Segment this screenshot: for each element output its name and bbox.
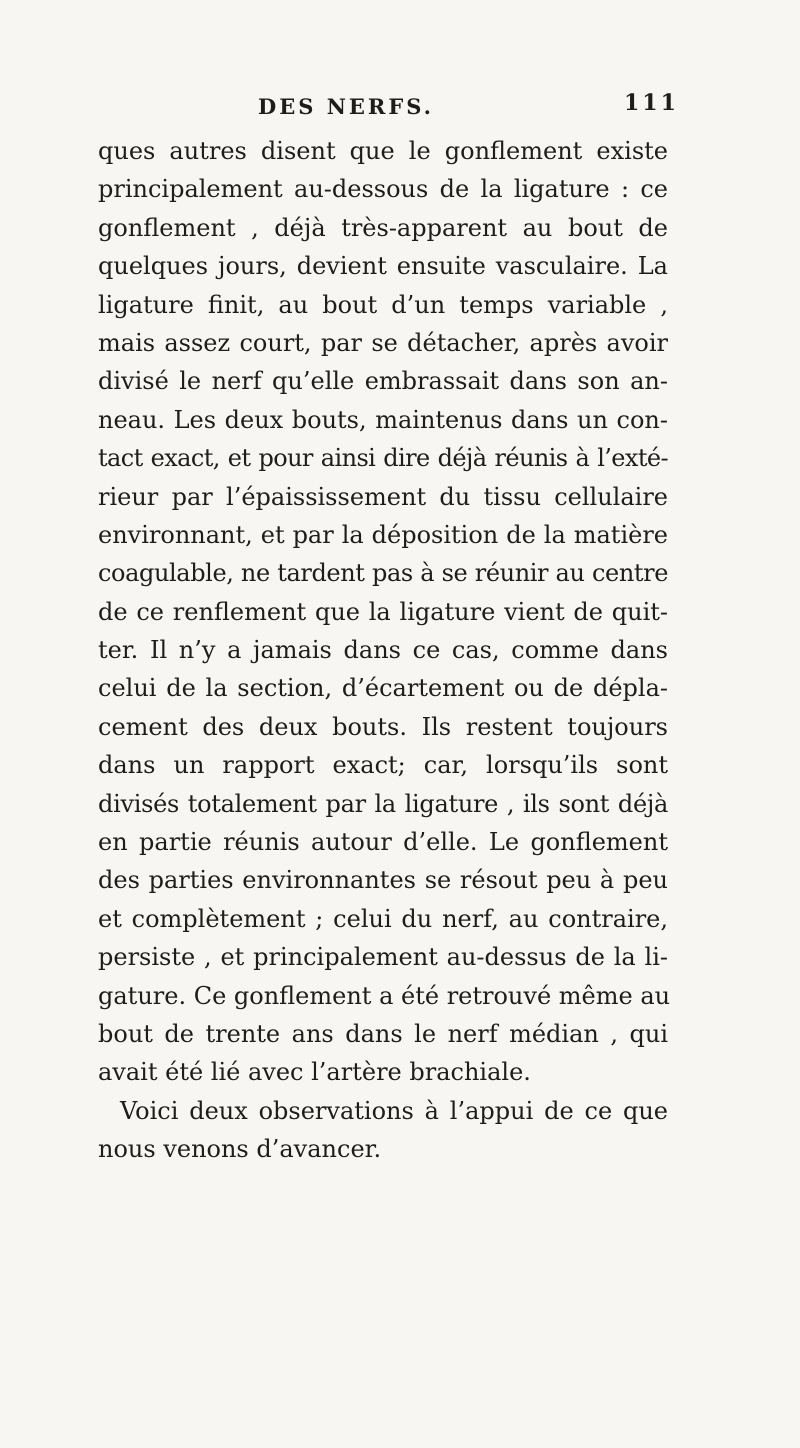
text-line: rieur par l’épaississement du tissu cellulaire <box>98 482 668 511</box>
text-line: ter. Il n’y a jamais dans ce cas, comme dans <box>98 636 668 665</box>
text-line: environnant, et par la déposition de la matière <box>98 520 668 549</box>
text-line: avait été lié avec l’artère brachiale. <box>98 1058 531 1087</box>
text-line: divisé le nerf qu’elle embrassait dans son an- <box>98 367 668 396</box>
text-line: neau. Les deux bouts, maintenus dans un con- <box>98 405 668 434</box>
text-line: gonflement , déjà très-apparent au bout de <box>98 213 668 242</box>
text-line: des parties environnantes se résout peu à peu <box>98 866 668 895</box>
text-line: tact exact, et pour ainsi dire déjà réunis à l’exté- <box>98 444 668 473</box>
text-line: et complètement ; celui du nerf, au contraire, <box>98 904 668 933</box>
text-line: ques autres disent que le gonflement existe <box>98 137 668 165</box>
text-line: bout de trente ans dans le nerf médian , qui <box>98 1019 668 1048</box>
body-text <box>98 132 671 1169</box>
text-line: persiste , et principalement au-dessus de la li- <box>98 943 668 972</box>
text-line: ligature finit, au bout d’un temps variable , <box>98 290 668 319</box>
text-line: de ce renflement que la ligature vient de quit- <box>98 597 668 626</box>
text-line: mais assez court, par se détacher, après avoir <box>98 328 668 357</box>
text-line: en partie réunis autour d’elle. Le gonflement <box>98 828 668 857</box>
text-line: dans un rapport exact; car, lorsqu’ils sont <box>98 751 668 780</box>
text-line: nous venons d’avancer. <box>98 1135 382 1164</box>
text-line: divisés totalement par la ligature , ils sont déjà <box>98 789 668 818</box>
running-title: DES NERFS. <box>258 94 434 119</box>
page-number: 111 <box>624 90 679 116</box>
text-line: coagulable, ne tardent pas à se réunir au centre <box>98 559 668 588</box>
text-line: gature. Ce gonflement a été retrouvé même au <box>98 981 671 1010</box>
text-line: celui de la section, d’écartement ou de dépla- <box>98 674 668 703</box>
text-line: Voici deux observations à l’appui de ce que <box>120 1096 668 1125</box>
text-line: cement des deux bouts. Ils restent toujours <box>98 712 668 741</box>
text-line: principalement au-dessous de la ligature : ce <box>98 175 668 204</box>
text-line: quelques jours, devient ensuite vasculaire. La <box>98 252 668 281</box>
